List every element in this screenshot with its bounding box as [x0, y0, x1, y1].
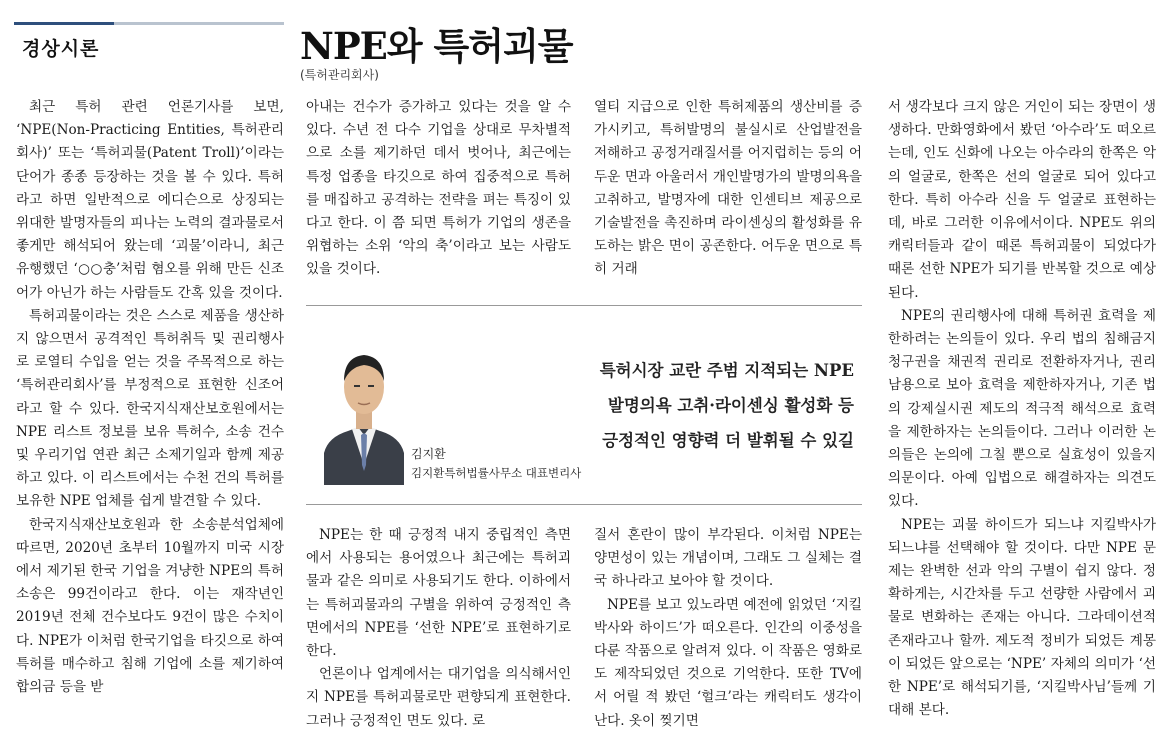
paragraph: 서 생각보다 크지 않은 거인이 되는 장면이 생생하다. 만화영화에서 봤던 ‘아수라’도 떠오르는데, 인도 신화에 나오는 아수라의 한쪽은 악의 얼굴로, 한쪽은 선의 얼굴로 되어 있다고 한다. 특히 아수라 신을 두 얼굴로 표현하는데, 바로 그러한 이유에서이다. NPE도 위의 캐릭터들과 같이 때론 특허괴물이 되었다가 때론 선한 NPE가 되기를 반복할 것으로 예상된다. [888, 99, 1156, 301]
author-photo [318, 325, 410, 485]
pull-quote [584, 353, 854, 458]
paragraph: 아내는 건수가 증가하고 있다는 것을 알 수 있다. 수년 전 다수 기업을 상대로 무차별적으로 소를 제기하던 데서 벗어나, 최근에는 특정 업종을 타깃으로 하여 집중적으로 특허를 매집하고 공격하는 전략을 펴는 특징이 있다고 한다. 이 쯤 되면 특허가 기업의 생존을 위협하는 소위 ‘악의 축’이라고 보는 사람도 있을 것이다. [306, 99, 571, 278]
headline-subtitle: (특허관리회사) [300, 68, 379, 82]
article-column-2-bottom [306, 524, 571, 729]
section-divider [14, 22, 284, 25]
author-box [306, 305, 862, 505]
article-column-3-top [594, 96, 862, 296]
article-column-1 [16, 96, 284, 728]
author-name: 김지환 [411, 447, 446, 461]
author-affiliation: 김지환특허법률사무소 대표변리사 [411, 466, 582, 480]
author-portrait-icon [318, 325, 410, 485]
pull-quote-line: 특허시장 교란 주범 지적되는 NPE [599, 361, 854, 380]
paragraph: 언론이나 업계에서는 대기업을 의식해서인지 NPE를 특허괴물로만 편향되게 표현한다. 그러나 긍정적인 면도 있다. 로 [306, 666, 571, 729]
box-bottom-rule [306, 504, 862, 505]
paragraph: 질서 혼란이 많이 부각된다. 이처럼 NPE는 양면성이 있는 개념이며, 그래도 그 실체는 결국 하나라고 보아야 할 것이다. [594, 527, 862, 590]
article-column-3-bottom [594, 524, 862, 729]
paragraph: 최근 특허 관련 언론기사를 보면, ‘NPE(Non-Practicing Entities, 특허관리회사)’ 또는 ‘특허괴물(Patent Troll)’이라는 단어가 종종 등장하는 것을 볼 수 있다. 특허라고 하면 일반적으로 에디슨으로 상징되는 위대한 발명자들의 피나는 노력의 결과물로서 좋게만 해석되어 왔는데 ‘괴물’이라니, 최근 유행했던 ‘○○충’처럼 혐오를 위해 만든 신조어가 아닌가 하는 사람들도 간혹 있을 것이다. [16, 99, 284, 301]
paragraph: NPE는 한 때 긍정적 내지 중립적인 측면에서 사용되는 용어였으나 최근에는 특허괴물과 같은 의미로 사용되기도 한다. 이하에서는 특허괴물과의 구별을 위하여 긍정적인 측면에서의 NPE를 ‘선한 NPE’로 표현하기로 한다. [306, 527, 571, 660]
paragraph: NPE의 권리행사에 대해 특허권 효력을 제한하려는 논의들이 있다. 우리 법의 침해금지청구권을 채권적 권리로 전환하자거나, 권리남용으로 보아 효력을 제한하자거나, 기존 법의 강제실시권 제도의 적극적 해석으로 효력을 제한하자는 논의들이다. 그러나 이러한 논의들은 논의에 그칠 뿐으로 실효성이 있을지 의문이다. 아예 입법으로 해결하자는 의견도 있다. [888, 307, 1156, 510]
pull-quote-line: 긍정적인 영향력 더 발휘될 수 있길 [602, 431, 854, 450]
paragraph: 특허괴물이라는 것은 스스로 제품을 생산하지 않으면서 공격적인 특허취득 및 권리행사로 로열티 수입을 얻는 것을 주목적으로 하는 ‘특허관리회사’를 부정적으로 표현한 신조어라고 할 수 있다. 한국지식재산보호원에서는 NPE 리스트 정보를 보유 특허수, 소송 건수 및 우리기업 연관 최근 소제기일과 함께 제공하고 있다. 이 리스트에서는 수천 건의 특허를 보유한 NPE 업체를 쉽게 발견할 수 있다. [16, 307, 284, 510]
section-label: 경상시론 [22, 38, 100, 60]
section-divider-accent [14, 22, 114, 25]
headline: NPE와 특허괴물 [300, 24, 573, 68]
article-column-2-top [306, 96, 571, 296]
paragraph: NPE를 보고 있노라면 예전에 읽었던 ‘지킬박사와 하이드’가 떠오른다. 인간의 이중성을 다룬 작품으로 알려져 있다. 이 작품은 영화로도 제작되었던 것으로 기억한다. 또한 TV에서 어릴 적 봤던 ‘헐크’라는 캐릭터도 생각이 난다. 옷이 찢기면 [594, 596, 862, 729]
box-top-rule [306, 305, 862, 306]
pull-quote-line: 발명의욕 고취·라이센싱 활성화 등 [607, 396, 854, 415]
paragraph: 열티 지급으로 인한 특허제품의 생산비를 증가시키고, 특허발명의 불실시로 산업발전을 저해하고 공정거래질서를 어지럽히는 등의 어두운 면과 아울러서 개인발명가의 발명의욕을 고취하고, 발명자에 대한 인센티브 제공으로 기술발전을 촉진하며 라이센싱의 활성화를 유도하는 밝은 면이 공존한다. 어두운 면으로 특히 거래 [594, 99, 862, 278]
article-column-4 [888, 96, 1156, 728]
paragraph: 한국지식재산보호원과 한 소송분석업체에 따르면, 2020년 초부터 10월까지 미국 시장에서 제기된 한국 기업을 겨냥한 NPE의 특허소송은 99건이라고 한다. 이는 재작년인 2019년 전체 건수보다도 9건이 많은 수치이다. NPE가 이처럼 한국기업을 타깃으로 하여 특허를 매수하고 침해 기업에 소를 제기하여 합의금 등을 받 [16, 516, 284, 696]
paragraph: NPE는 괴물 하이드가 되느냐 지킬박사가 되느냐를 선택해야 할 것이다. 다만 NPE 문제는 완벽한 선과 악의 구별이 쉽지 않다. 정확하게는, 시간차를 두고 선량한 사람에서 괴물로 변화하는 존재는 아니다. 그라데이션적 존재라고나 할까. 제도적 정비가 되었든 계몽이 되었든 앞으로는 ‘NPE’ 자체의 의미가 ‘선한 NPE’로 해석되기를, ‘지킬박사님’들께 기대해 본다. [888, 516, 1156, 719]
